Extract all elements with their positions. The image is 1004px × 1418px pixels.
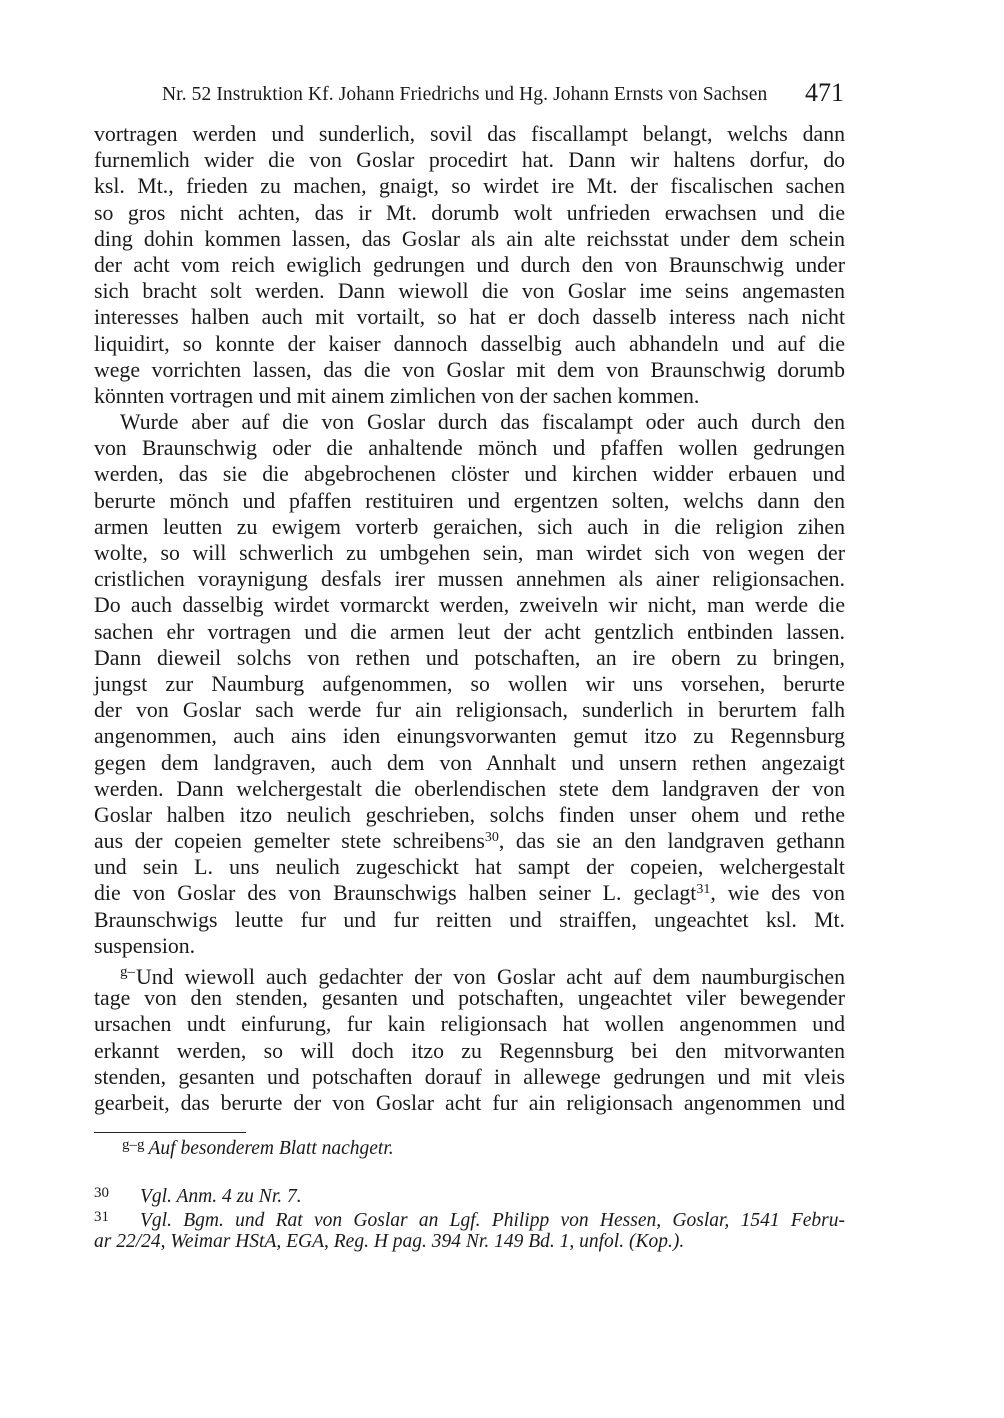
text-line: ursachen undt einfurung, fur kain religionsach hat wollen angenommen und <box>94 1012 845 1037</box>
text-line: armen leutten zu ewigem vorterb geraichen, sich auch in die religion zihen <box>94 514 845 539</box>
text-line: vortragen werden und sunderlich, sovil das fiscallampt belangt, welchs dann <box>94 122 845 146</box>
text-line: berurte mönch und pfaffen restituiren und ergentzen solten, welchs dann den <box>94 488 845 513</box>
text-segment: Und wiewoll auch gedachter der von Goslar acht auf dem naumburgischen <box>136 965 845 989</box>
footnote-number: 30 <box>94 1185 109 1201</box>
text-line <box>94 880 845 906</box>
text-line: stenden, gesanten und potschaften dorauf in allewege gedrungen und mit vleis <box>94 1064 845 1089</box>
text-line: wolte, so will schwerlich zu umbgehen sein, man wirdet sich von wegen der <box>94 541 845 565</box>
footnote-number: 31 <box>94 1209 109 1225</box>
running-header <box>94 80 844 108</box>
text-line: angenommen, auch ains iden einungsvorwanten gemut itzo zu Regennsburg <box>94 724 845 749</box>
text-line: von Braunschwig oder die anhaltende mönch und pfaffen wollen gedrungen <box>94 436 845 461</box>
main-text <box>94 121 845 1116</box>
text-line: ding dohin kommen lassen, das Goslar als ain alte reichsstat under dem schein <box>94 226 845 251</box>
footnote-30 <box>94 1183 845 1207</box>
text-line: jungst zur Naumburg aufgenommen, so wollen wir uns vorsehen, berurte <box>94 671 845 696</box>
text-line: furnemlich wider die von Goslar procedirt hat. Dann wir haltens dorfur, do <box>94 148 845 173</box>
text-line <box>94 959 845 989</box>
text-line: suspension. <box>94 933 196 958</box>
text-line: Wurde aber auf die von Goslar durch das fiscalampt oder auch durch den <box>120 410 845 435</box>
text-segment: , wie des von <box>710 881 845 906</box>
text-segment: , das sie an den landgraven gethann <box>498 829 845 854</box>
critical-apparatus-note <box>122 1137 394 1160</box>
footnote-text: Vgl. Bgm. und Rat von Goslar an Lgf. Philipp von Hessen, Goslar, 1541 Febru- <box>140 1210 845 1231</box>
text-line <box>94 828 845 854</box>
text-line: werden. Dann welchergestalt die oberlendischen stete dem landgraven der von <box>94 776 845 801</box>
text-line: sachen ehr vortragen und die armen leut der acht gentzlich entbinden lassen. <box>94 619 845 644</box>
footnotes <box>94 1183 845 1252</box>
footnote-text: Vgl. Anm. 4 zu Nr. 7. <box>140 1186 302 1207</box>
text-line: Dann dieweil solchs von rethen und potschaften, an ire obern zu bringen, <box>94 645 845 670</box>
text-line: und sein L. uns neulich zugeschickt hat sampt der copeien, welchergestalt <box>94 855 845 880</box>
running-title: Nr. 52 Instruktion Kf. Johann Friedrichs und Hg. Johann Ernsts von Sachsen <box>162 84 768 105</box>
footnote-ref-31[interactable]: 31 <box>696 882 711 898</box>
text-line: tage von den stenden, gesanten und potschaften, ungeachtet viler bewegender <box>94 986 845 1011</box>
footnote-31 <box>94 1207 845 1231</box>
text-line: gegen dem landgraven, auch dem von Annhalt und unsern rethen angezaigt <box>94 750 845 775</box>
text-line: erkannt werden, so will doch itzo zu Regennsburg bei den mitvorwanten <box>94 1038 845 1063</box>
text-line: werden, das sie die abgebrochenen clöster und kirchen widder erbauen und <box>94 462 845 487</box>
variant-mark: g– <box>120 964 135 980</box>
footnote-31-continued: ar 22/24, Weimar HStA, EGA, Reg. H pag. 394 Nr. 149 Bd. 1, unfol. (Kop.). <box>94 1231 685 1252</box>
variant-mark: g–g <box>122 1137 145 1153</box>
text-line: könnten vortragen und mit ainem zimlichen von der sachen kommen. <box>94 383 700 408</box>
footnote-divider <box>94 1132 246 1133</box>
text-line: wege vorrichten lassen, das die von Goslar mit dem von Braunschwig dorumb <box>94 357 845 382</box>
text-segment: aus der copeien gemelter stete schreibens <box>94 829 485 854</box>
footnote-ref-30[interactable]: 30 <box>484 830 499 846</box>
text-line: interesses halben auch mit vortailt, so hat er doch dasselb interess nach nicht <box>94 305 845 330</box>
text-line: Do auch dasselbig wirdet vormarckt werden, zweiveln wir nicht, man werde die <box>94 593 845 618</box>
critical-note-text: Auf besonderem Blatt nachgetr. <box>148 1138 394 1159</box>
page-number: 471 <box>805 78 844 107</box>
text-line: so gros nicht achten, das ir Mt. dorumb wolt unfrieden erwachsen und die <box>94 200 845 225</box>
text-line: cristlichen voraynigung desfals irer mussen annehmen als ainer religionsachen. <box>94 567 845 592</box>
text-line: gearbeit, das berurte der von Goslar acht fur ain religionsach angenommen und <box>94 1090 845 1115</box>
text-line: Braunschwigs leutte fur und fur reitten und straiffen, ungeachtet ksl. Mt. <box>94 907 845 932</box>
text-line: liquidirt, so konnte der kaiser dannoch dasselbig auch abhandeln und auf die <box>94 331 845 356</box>
text-line: ksl. Mt., frieden zu machen, gnaigt, so wirdet ire Mt. der fiscalischen sachen <box>94 174 845 199</box>
text-line: Goslar halben itzo neulich geschrieben, solchs finden unser ohem und rethe <box>94 802 845 827</box>
text-segment: die von Goslar des von Braunschwigs halben seiner L. geclagt <box>94 881 697 906</box>
text-line: der acht vom reich ewiglich gedrungen und durch den von Braunschwig under <box>94 252 845 277</box>
text-line: sich bracht solt werden. Dann wiewoll die von Goslar ime seins angemasten <box>94 279 845 304</box>
text-line: der von Goslar sach werde fur ain religionsach, sunderlich in berurtem falh <box>94 698 845 723</box>
